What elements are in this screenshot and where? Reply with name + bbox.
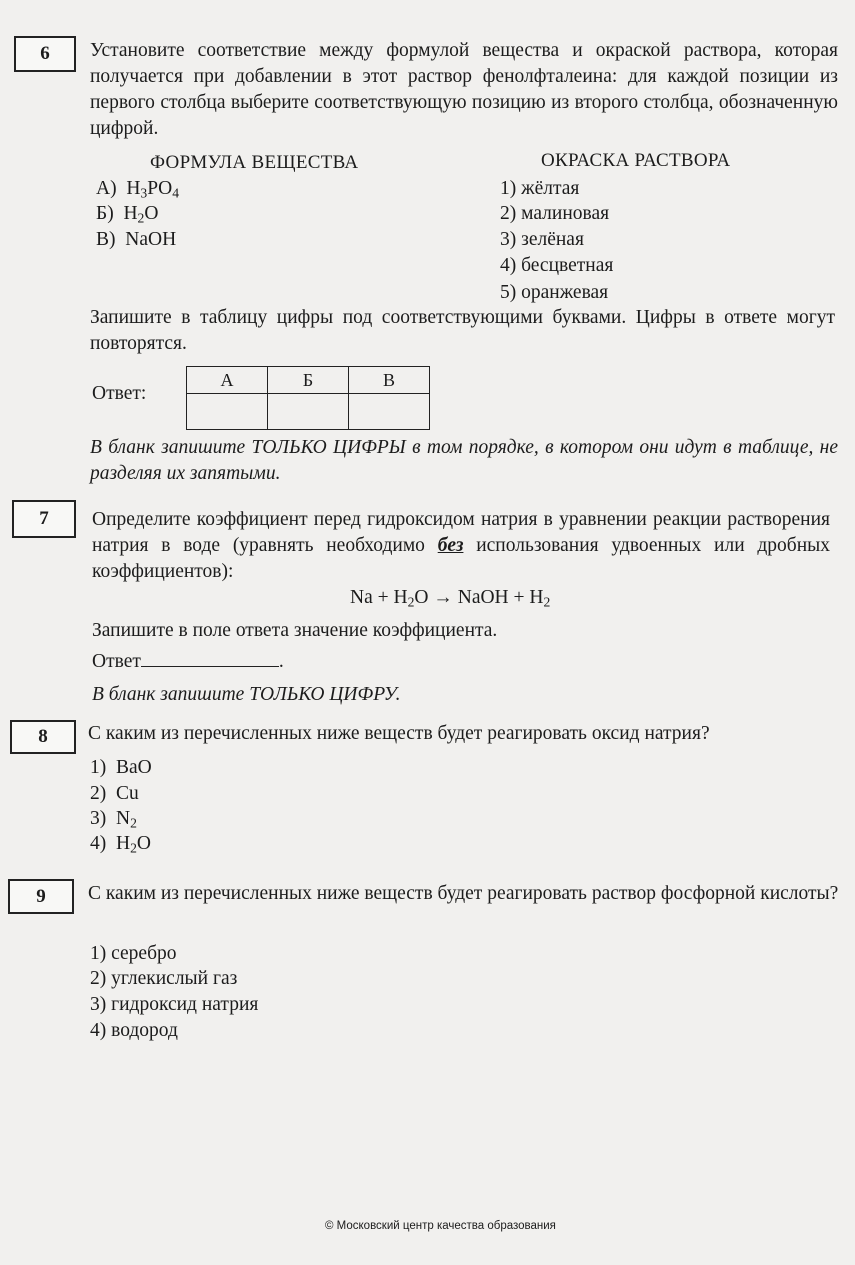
table-instruction: Запишите в таблицу цифры под соответствующими буквами. Цифры в ответе могут повторятся. (90, 307, 835, 354)
table-header-a: А (187, 367, 268, 394)
question-number: 6 (40, 43, 50, 64)
question-number-box (8, 879, 74, 914)
question-prompt: С каким из перечисленных ниже веществ будет реагировать оксид натрия? (88, 723, 710, 744)
question-note: В бланк запишите ТОЛЬКО ЦИФРЫ в том порядке, в котором они идут в таблице, не разделяя их запятыми. (90, 437, 838, 484)
question-note: В бланк запишите ТОЛЬКО ЦИФРУ. (92, 684, 401, 705)
question-number: 9 (36, 886, 46, 907)
answer-instruction: Запишите в поле ответа значение коэффициента. (92, 620, 498, 641)
right-item: 4) бесцветная (500, 255, 614, 276)
footer-copyright: © Московский центр качества образования (325, 1220, 556, 1232)
right-item: 1) жёлтая (500, 178, 580, 199)
question-prompt: Установите соответствие между формулой вещества и окраской раствора, которая получается при добавлении в этот раствор фенолфталеина: для каждой позиции из первого столбца выберите соответствующую позицию из второго столбца, обозначенную цифрой. (90, 40, 838, 139)
answer-option[interactable]: 4) $H_2O$ (90, 833, 152, 856)
table-header-b: Б (268, 367, 349, 394)
question-number: 7 (39, 508, 49, 529)
answer-cell-v[interactable] (349, 394, 430, 430)
answer-table (186, 366, 430, 430)
answer-option[interactable]: 2) Cu (90, 783, 139, 804)
question-number: 8 (38, 726, 48, 747)
right-item: 5) оранжевая (500, 282, 609, 303)
left-item: А) $H_3PO_4$ (96, 178, 180, 201)
left-item: Б) $H_2O$ (96, 203, 159, 226)
question-prompt: Определите коэффициент перед гидроксидом натрия в уравнении реакции растворения натрия в воде (уравнять необходимо без использования удвоенных или дробных коэффициентов): (92, 509, 831, 582)
answer-cell-b[interactable] (268, 394, 349, 430)
answer-option[interactable]: 1) BaO (90, 757, 152, 778)
right-item: 2) малиновая (500, 203, 610, 224)
question-number-box (14, 36, 76, 72)
right-column-heading: ОКРАСКА РАСТВОРА (541, 150, 731, 171)
answer-option[interactable]: 4) водород (90, 1020, 178, 1041)
answer-option[interactable]: 1) серебро (90, 943, 177, 964)
reaction-equation: $Na + H_2O$ → NaOH + $H_2$ (350, 587, 551, 610)
right-item: 3) зелёная (500, 229, 584, 250)
answer-option[interactable]: 3) $N_2$ (90, 808, 137, 831)
left-item: В) NaOH (96, 229, 177, 250)
answer-row: Ответ . (92, 651, 284, 672)
answer-field[interactable] (141, 666, 279, 667)
emphasis-word: без (437, 535, 464, 556)
answer-option[interactable]: 2) углекислый газ (90, 968, 238, 989)
table-header-v: В (349, 367, 430, 394)
left-column-heading: ФОРМУЛА ВЕЩЕСТВА (150, 152, 359, 173)
answer-option[interactable]: 3) гидроксид натрия (90, 994, 259, 1015)
question-number-box (10, 720, 76, 754)
answer-label: Ответ (92, 651, 141, 672)
question-prompt: С каким из перечисленных ниже веществ будет реагировать раствор фосфорной кислоты? (88, 883, 839, 904)
answer-label: Ответ: (92, 383, 147, 404)
question-number-box (12, 500, 76, 538)
answer-cell-a[interactable] (187, 394, 268, 430)
